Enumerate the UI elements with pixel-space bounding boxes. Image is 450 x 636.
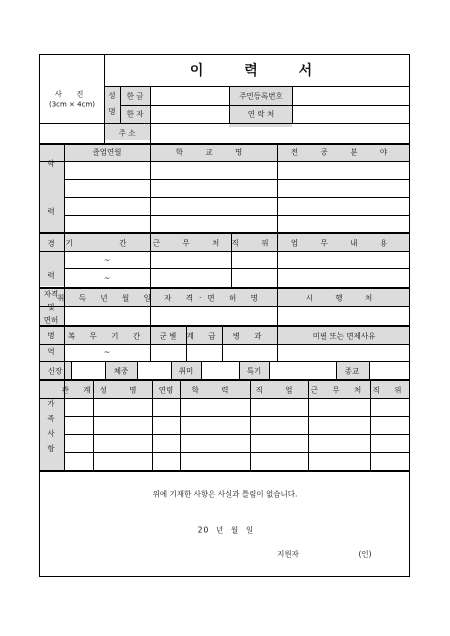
religion-field[interactable] [370, 363, 409, 379]
horizontal-rule [39, 287, 410, 289]
license-row[interactable] [65, 307, 409, 325]
military-tilde: ~ [103, 347, 111, 357]
photo-label: 사 진 [54, 89, 90, 99]
name-label: 성 명 [108, 91, 116, 116]
edu-header-graduation: 졸업연월 [92, 147, 122, 157]
career-header-workplace: 근 무 처 [152, 238, 230, 248]
document-title: 이 력 서 [189, 63, 331, 79]
horizontal-rule [39, 379, 410, 381]
height-label: 신장 [47, 366, 63, 376]
vertical-rule [171, 362, 172, 379]
hangul-name-field[interactable] [151, 87, 228, 104]
military-section-label: 병 역 [47, 331, 55, 356]
horizontal-rule [39, 232, 410, 234]
career-rows[interactable] [65, 252, 409, 287]
family-header-relation: 관 계 [61, 385, 97, 395]
horizontal-rule [39, 325, 410, 327]
family-header-job: 직 업 [255, 385, 303, 395]
military-header-arm: 병 과 [232, 331, 268, 341]
horizontal-rule [39, 361, 410, 362]
career-header-position: 직 위 [231, 238, 279, 248]
hobby-field[interactable] [202, 363, 238, 379]
declaration-date: 20 년 월 일 [197, 525, 255, 535]
family-header-position: 직 위 [372, 385, 408, 395]
license-header-date: 취 득 년 월 일 [57, 293, 157, 303]
family-header-name: 성 명 [99, 385, 147, 395]
military-header-branch: 군 별 [159, 331, 177, 341]
family-header-age: 연령 [158, 385, 174, 395]
declaration-statement: 위에 기재한 사항은 사실과 틀림이 없습니다. [152, 489, 298, 499]
vertical-rule [239, 362, 240, 379]
license-header-issuer: 시 행 처 [305, 293, 383, 303]
seal-mark: (인) [358, 549, 372, 559]
hanja-name-field[interactable] [151, 106, 228, 122]
skill-label: 특기 [246, 366, 262, 376]
military-header-period: 복 무 기 간 [67, 331, 147, 341]
vertical-rule [104, 54, 105, 144]
career-tilde-2: ~ [103, 273, 111, 283]
vertical-rule [229, 86, 230, 123]
career-header-duties: 업 무 내 용 [290, 238, 398, 248]
edu-header-major: 전 공 분 야 [290, 147, 398, 157]
vertical-rule [120, 86, 121, 123]
religion-label: 종교 [344, 366, 360, 376]
resident-no-field[interactable] [293, 87, 409, 104]
contact-field[interactable] [293, 106, 409, 122]
military-header-exemption: 미필 또는 면제사유 [312, 331, 376, 341]
applicant-signature-field[interactable] [305, 546, 357, 562]
weight-label: 체중 [113, 366, 129, 376]
applicant-label: 지원자 [277, 549, 299, 559]
license-header-name: 자 격·면 허 명 [164, 293, 264, 303]
license-section-label: 자격 및 면허 [43, 289, 59, 325]
military-row[interactable] [65, 345, 409, 361]
family-header-workplace: 근 무 처 [310, 385, 368, 395]
career-section-label: 경 력 [47, 239, 55, 280]
hobby-label: 취미 [178, 366, 194, 376]
address-field[interactable] [151, 124, 409, 142]
education-section-label: 학 력 [47, 159, 55, 216]
family-section-label: 가 족 사 항 [47, 399, 55, 453]
family-rows[interactable] [65, 399, 409, 470]
contact-label: 연 락 처 [247, 109, 275, 119]
horizontal-rule [39, 143, 410, 145]
career-tilde-1: ~ [103, 255, 111, 265]
address-label: 주 소 [118, 128, 136, 138]
height-field[interactable] [72, 363, 104, 379]
horizontal-rule [39, 470, 410, 472]
hanja-label: 한 자 [126, 109, 144, 119]
edu-header-school: 학 교 명 [175, 147, 253, 157]
skill-field[interactable] [270, 363, 335, 379]
photo-size: (3cm × 4cm) [48, 100, 96, 109]
resident-no-label: 주민등록번호 [239, 91, 283, 101]
career-header-period: 기 간 [65, 238, 149, 248]
vertical-rule [105, 362, 106, 379]
family-header-education: 학 력 [191, 385, 239, 395]
military-header-rank: 계 급 [186, 331, 222, 341]
hangul-label: 한 글 [126, 91, 144, 101]
vertical-rule [336, 362, 337, 379]
weight-field[interactable] [138, 363, 170, 379]
education-rows[interactable] [65, 162, 409, 232]
